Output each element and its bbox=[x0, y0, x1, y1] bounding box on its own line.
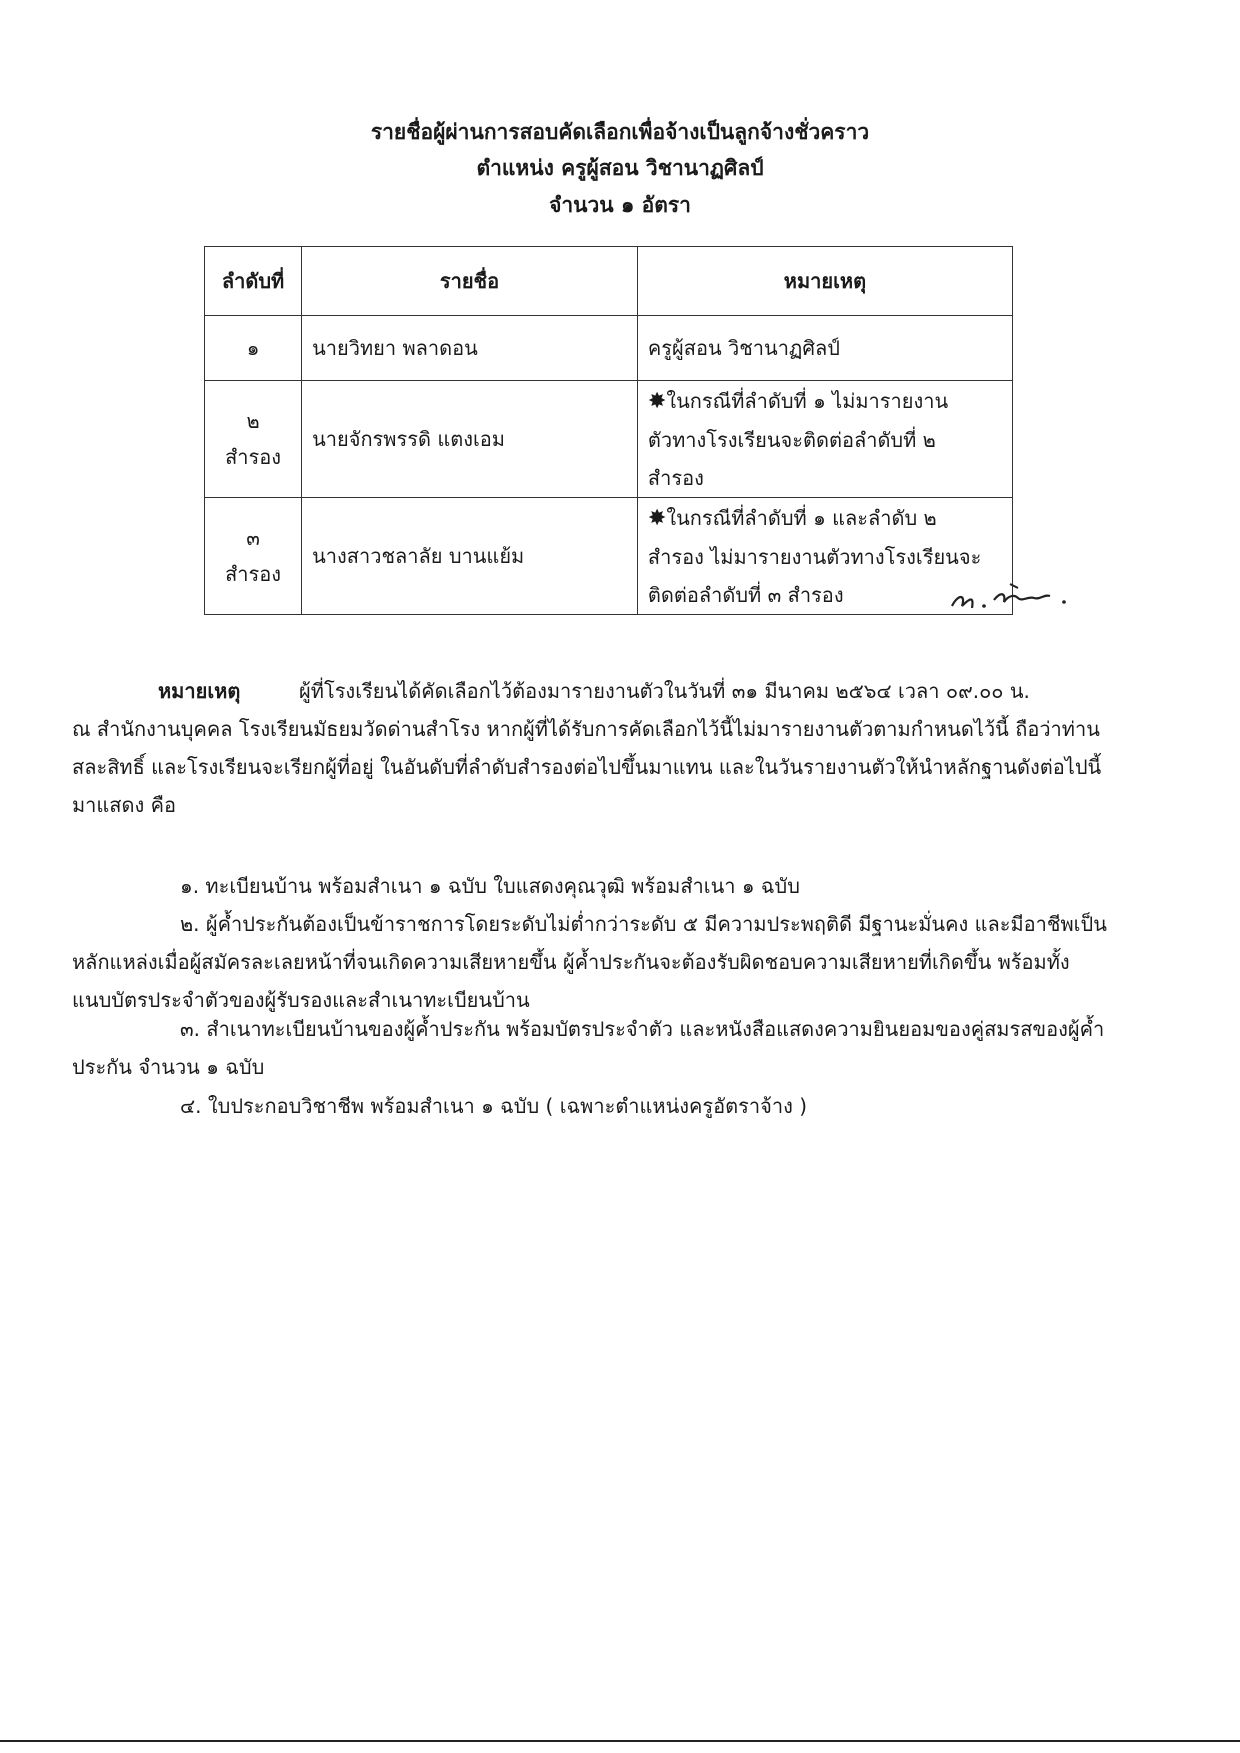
table-header-row bbox=[205, 247, 1013, 316]
row-index-cell bbox=[205, 498, 302, 615]
row-rank: สำรอง bbox=[225, 562, 282, 586]
requirement-line: แนบบัตรประจำตัวของผู้รับรองและสำเนาทะเบียนบ้าน bbox=[72, 988, 530, 1012]
remarks-line: ณ สำนักงานบุคคล โรงเรียนมัธยมวัดด่านสำโรง หากผู้ที่ได้รับการคัดเลือกไว้นี้ไม่มารายงานตัวตามกำหนดไว้นี้ ถือว่าท่าน bbox=[72, 717, 1100, 741]
requirement-line: หลักแหล่งเมื่อผู้สมัครละเลยหน้าที่จนเกิดความเสียหายขึ้น ผู้ค้ำประกันจะต้องรับผิดชอบความเสียหายที่เกิดขึ้น พร้อมทั้ง bbox=[72, 950, 1070, 974]
results-table bbox=[204, 246, 1013, 615]
row-note-line: ครูผู้สอน วิชานาฏศิลป์ bbox=[647, 336, 841, 360]
remarks-text: ผู้ที่โรงเรียนได้คัดเลือกไว้ต้องมารายงานตัวในวันที่ ๓๑ มีนาคม ๒๕๖๔ เวลา ๐๙.๐๐ น. bbox=[299, 679, 1030, 703]
remarks-label: หมายเหตุ bbox=[158, 679, 241, 703]
row-index: ๓ bbox=[246, 526, 260, 550]
requirement-line: ๒. ผู้ค้ำประกันต้องเป็นข้าราชการโดยระดับไม่ต่ำกว่าระดับ ๕ มีความประพฤติดี มีฐานะมั่นคง และมีอาชีพเป็น bbox=[180, 912, 1107, 936]
document-title: รายชื่อผู้ผ่านการสอบคัดเลือกเพื่อจ้างเป็นลูกจ้างชั่วคราว bbox=[370, 120, 870, 144]
row-name: นายจักรพรรดิ แตงเอม bbox=[302, 381, 638, 498]
row-index-cell bbox=[205, 381, 302, 498]
requirement-item bbox=[158, 867, 1130, 905]
header-name: รายชื่อ bbox=[302, 247, 638, 316]
row-rank: สำรอง bbox=[225, 445, 282, 469]
row-name: นายวิทยา พลาดอน bbox=[302, 316, 638, 381]
star-burst-icon: ✸ bbox=[647, 388, 667, 414]
remarks-line: สละสิทธิ์ และโรงเรียนจะเรียกผู้ที่อยู่ ในอันดับที่ลำดับสำรองต่อไปขึ้นมาแทน และในวันรายงานตัวให้นำหลักฐานดังต่อไปนี้ bbox=[72, 755, 1102, 779]
row-note-line: สำรอง bbox=[647, 465, 704, 490]
page-bottom-rule bbox=[0, 1740, 1240, 1742]
position-title: ตำแหน่ง ครูผู้สอน วิชานาฏศิลป์ bbox=[476, 156, 764, 180]
row-index-cell bbox=[205, 316, 302, 381]
row-index: ๒ bbox=[246, 409, 260, 433]
remarks-continuation bbox=[72, 710, 1132, 824]
remarks-line: มาแสดง คือ bbox=[72, 793, 177, 817]
row-name: นางสาวชลาลัย บานแย้ม bbox=[302, 498, 638, 615]
row-note-line: ตัวทางโรงเรียนจะติดต่อลำดับที่ ๒ bbox=[647, 427, 936, 452]
requirement-line: ประกัน จำนวน ๑ ฉบับ bbox=[72, 1055, 265, 1079]
table-row bbox=[205, 316, 1013, 381]
requirement-line: ๑. ทะเบียนบ้าน พร้อมสำเนา ๑ ฉบับ ใบแสดงคุณวุฒิ พร้อมสำเนา ๑ ฉบับ bbox=[180, 874, 800, 898]
requirement-line: ๔. ใบประกอบวิชาชีพ พร้อมสำเนา ๑ ฉบับ ( เฉพาะตำแหน่งครูอัตราจ้าง ) bbox=[180, 1094, 808, 1118]
row-note-cell bbox=[637, 381, 1012, 498]
requirement-item bbox=[72, 905, 1132, 1019]
table-row bbox=[205, 381, 1013, 498]
row-note-line: สำรอง ไม่มารายงานตัวทางโรงเรียนจะ bbox=[647, 544, 982, 569]
row-note-line: ติดต่อลำดับที่ ๓ สำรอง bbox=[647, 582, 844, 607]
remarks-section bbox=[158, 672, 1130, 710]
table-row bbox=[205, 498, 1013, 615]
requirement-item bbox=[158, 1087, 1130, 1125]
star-burst-icon: ✸ bbox=[647, 505, 667, 531]
handwritten-signature-icon bbox=[948, 576, 1078, 616]
row-note-line: ในกรณีที่ลำดับที่ ๑ และลำดับ ๒ bbox=[666, 505, 937, 530]
row-note-cell bbox=[637, 316, 1012, 381]
remarks-line bbox=[158, 672, 1130, 710]
requirement-item bbox=[72, 1010, 1132, 1086]
vacancy-count: จำนวน ๑ อัตรา bbox=[549, 193, 691, 217]
row-note-line: ในกรณีที่ลำดับที่ ๑ ไม่มารายงาน bbox=[666, 388, 949, 413]
header-note: หมายเหตุ bbox=[637, 247, 1012, 316]
header-index: ลำดับที่ bbox=[205, 247, 302, 316]
requirement-line: ๓. สำเนาทะเบียนบ้านของผู้ค้ำประกัน พร้อมบัตรประจำตัว และหนังสือแสดงความยินยอมของคู่สมรสของผู้ค้ำ bbox=[180, 1017, 1105, 1041]
row-index: ๑ bbox=[246, 336, 260, 360]
